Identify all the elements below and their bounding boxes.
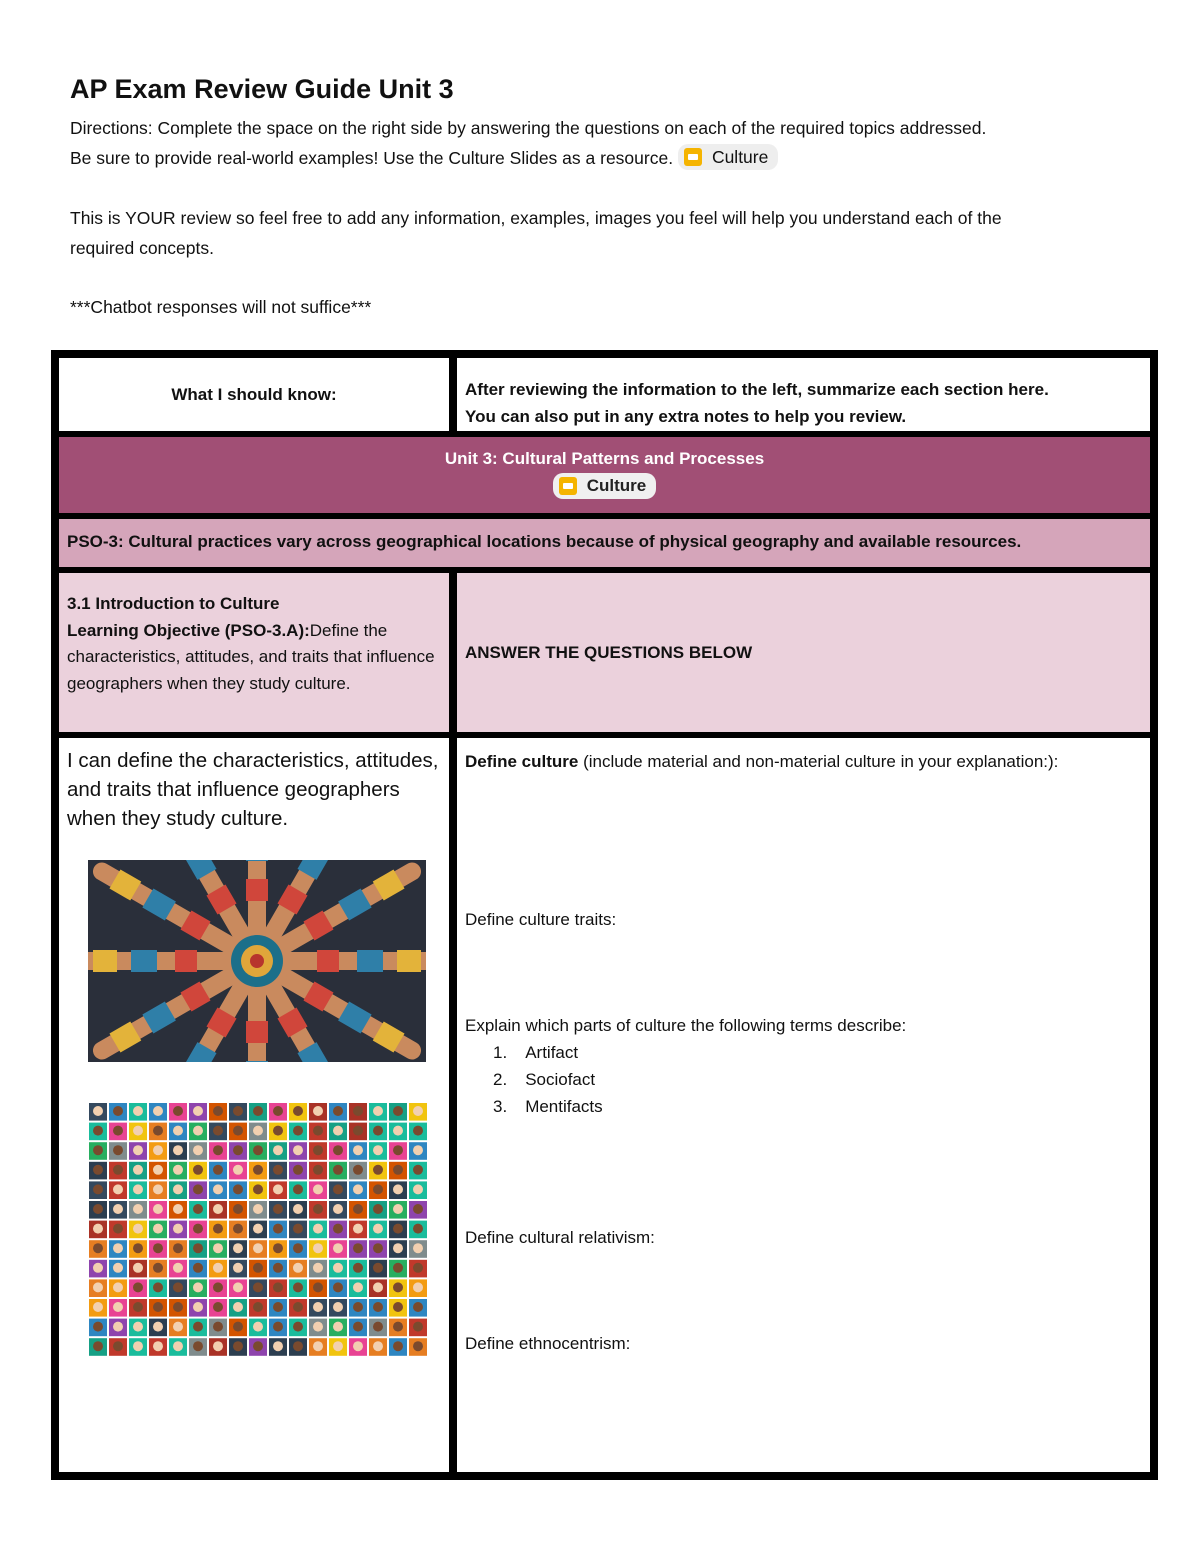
collage-face (193, 1224, 203, 1234)
collage-face (213, 1204, 223, 1214)
collage-face (393, 1322, 403, 1332)
collage-face (133, 1145, 143, 1155)
term-label: Mentifacts (525, 1097, 603, 1116)
collage-face (273, 1341, 283, 1351)
collage-face (333, 1263, 343, 1273)
collage-face (153, 1145, 163, 1155)
collage-face (133, 1106, 143, 1116)
learning-objective-text: Define the characteristics, attitudes, and traits that influence geographers when they study culture. (67, 620, 435, 693)
unit-title: Unit 3: Cultural Patterns and Processes (444, 449, 765, 468)
collage-face (353, 1126, 363, 1136)
collage-face (413, 1224, 423, 1234)
collage-face (153, 1165, 163, 1175)
collage-face (253, 1282, 263, 1292)
collage-face (333, 1126, 343, 1136)
collage-face (353, 1282, 363, 1292)
collage-face (233, 1243, 243, 1253)
collage-face (193, 1184, 203, 1194)
collage-face (153, 1204, 163, 1214)
collage-face (113, 1165, 123, 1175)
collage-face (293, 1302, 303, 1312)
collage-face (113, 1106, 123, 1116)
review-note-line-1: This is YOUR review so feel free to add any information, examples, images you feel will help you understand each of the (70, 208, 1002, 228)
collage-face (313, 1302, 323, 1312)
collage-face (213, 1243, 223, 1253)
collage-face (233, 1341, 243, 1351)
collage-face (213, 1106, 223, 1116)
collage-face (253, 1263, 263, 1273)
collage-face (193, 1302, 203, 1312)
collage-face (193, 1126, 203, 1136)
collage-face (153, 1341, 163, 1351)
collage-face (93, 1263, 103, 1273)
culture-slides-link[interactable] (678, 144, 778, 170)
collage-face (353, 1106, 363, 1116)
collage-face (93, 1243, 103, 1253)
collage-face (293, 1106, 303, 1116)
collage-face (333, 1204, 343, 1214)
collage-face (233, 1224, 243, 1234)
slides-icon (559, 477, 577, 495)
learning-objective (67, 618, 441, 698)
collage-face (293, 1282, 303, 1292)
question-culture-traits: Define culture traits: (465, 910, 617, 929)
collage-face (333, 1184, 343, 1194)
collage-face (133, 1184, 143, 1194)
term-number: 2. (493, 1070, 508, 1089)
collage-face (313, 1224, 323, 1234)
collage-face (333, 1243, 343, 1253)
term-number: 3. (493, 1097, 508, 1116)
collage-face (393, 1341, 403, 1351)
collage-face (373, 1106, 383, 1116)
collage-face (333, 1341, 343, 1351)
header-left-text: What I should know: (171, 384, 337, 404)
collage-face (133, 1302, 143, 1312)
collage-face (373, 1341, 383, 1351)
collage-face (293, 1165, 303, 1175)
collage-face (413, 1184, 423, 1194)
learning-objective-label: Learning Objective (PSO-3.A): (67, 620, 310, 640)
collage-face (213, 1282, 223, 1292)
collage-face (273, 1263, 283, 1273)
collage-face (273, 1302, 283, 1312)
collage-face (113, 1145, 123, 1155)
collage-face (313, 1204, 323, 1214)
collage-face (113, 1184, 123, 1194)
culture-slides-label: Culture (711, 147, 769, 168)
collage-face (273, 1184, 283, 1194)
collage-face (113, 1341, 123, 1351)
collage-face (293, 1243, 303, 1253)
collage-face (233, 1302, 243, 1312)
term-item (493, 1066, 603, 1093)
collage-face (313, 1282, 323, 1292)
collage-face (373, 1126, 383, 1136)
collage-face (113, 1243, 123, 1253)
header-left-cell (59, 358, 449, 431)
collage-face (193, 1204, 203, 1214)
collage-face (93, 1126, 103, 1136)
directions-line-1: Directions: Complete the space on the right side by answering the questions on each of the required topics addressed. (70, 118, 987, 138)
collage-face (233, 1145, 243, 1155)
collage-face (413, 1145, 423, 1155)
header-right-line-2: You can also put in any extra notes to help you review. (465, 407, 907, 426)
terms-list (493, 1039, 603, 1120)
collage-face (313, 1165, 323, 1175)
collage-face (413, 1302, 423, 1312)
collage-face (213, 1341, 223, 1351)
collage-face (233, 1282, 243, 1292)
collage-face (213, 1322, 223, 1332)
collage-face (333, 1302, 343, 1312)
collage-face (273, 1106, 283, 1116)
collage-face (313, 1263, 323, 1273)
collage-face (93, 1282, 103, 1292)
collage-face (273, 1204, 283, 1214)
collage-face (413, 1243, 423, 1253)
collage-face (133, 1243, 143, 1253)
collage-face (93, 1341, 103, 1351)
collage-face (333, 1224, 343, 1234)
directions-line-2: Be sure to provide real-world examples! Use the Culture Slides as a resource. (70, 148, 674, 168)
collage-face (373, 1302, 383, 1312)
review-note-line-2: required concepts. (70, 238, 214, 258)
collage-face (353, 1263, 363, 1273)
collage-face (253, 1204, 263, 1214)
collage-face (253, 1106, 263, 1116)
collage-face (173, 1302, 183, 1312)
hands-circle-illustration (88, 860, 426, 1062)
collage-face (113, 1204, 123, 1214)
unit-culture-slides-label: Culture (586, 476, 647, 495)
review-note (70, 203, 1130, 263)
collage-face (273, 1126, 283, 1136)
collage-face (293, 1224, 303, 1234)
directions (70, 113, 1130, 173)
question-define-culture-rest: (include material and non-material culture in your explanation:): (578, 752, 1059, 771)
question-cultural-relativism: Define cultural relativism: (465, 1228, 655, 1247)
collage-face (273, 1282, 283, 1292)
chatbot-note: ***Chatbot responses will not suffice*** (70, 297, 372, 317)
slides-icon (684, 148, 702, 166)
collage-face (173, 1106, 183, 1116)
collage-face (393, 1263, 403, 1273)
collage-face (133, 1126, 143, 1136)
collage-face (353, 1184, 363, 1194)
collage-face (313, 1145, 323, 1155)
collage-face (93, 1204, 103, 1214)
collage-face (173, 1145, 183, 1155)
collage-face (213, 1184, 223, 1194)
portrait-collage-illustration (88, 1102, 430, 1358)
collage-face (253, 1302, 263, 1312)
collage-face (293, 1184, 303, 1194)
term-item (493, 1039, 603, 1066)
collage-face (413, 1106, 423, 1116)
collage-face (393, 1165, 403, 1175)
question-ethnocentrism: Define ethnocentrism: (465, 1334, 631, 1353)
main-left-cell (59, 738, 449, 1472)
collage-face (373, 1322, 383, 1332)
collage-face (133, 1341, 143, 1351)
collage-face (153, 1184, 163, 1194)
collage-face (253, 1126, 263, 1136)
collage-face (113, 1224, 123, 1234)
collage-face (333, 1106, 343, 1116)
collage-face (173, 1126, 183, 1136)
collage-face (253, 1165, 263, 1175)
collage-face (333, 1145, 343, 1155)
main-right-cell (457, 738, 1150, 1472)
collage-face (293, 1145, 303, 1155)
collage-face (413, 1322, 423, 1332)
collage-face (173, 1165, 183, 1175)
collage-face (353, 1145, 363, 1155)
collage-face (253, 1322, 263, 1332)
collage-face (253, 1341, 263, 1351)
collage-face (313, 1322, 323, 1332)
question-explain-terms: Explain which parts of culture the following terms describe: (465, 1016, 907, 1035)
collage-face (293, 1126, 303, 1136)
collage-face (153, 1224, 163, 1234)
collage-face (253, 1243, 263, 1253)
collage-face (413, 1165, 423, 1175)
collage-face (153, 1126, 163, 1136)
collage-face (133, 1204, 143, 1214)
collage-face (93, 1224, 103, 1234)
collage-face (313, 1341, 323, 1351)
collage-face (353, 1224, 363, 1234)
collage-face (273, 1243, 283, 1253)
collage-face (233, 1165, 243, 1175)
hands-circle-image (88, 860, 426, 1062)
question-define-culture (465, 748, 1105, 775)
collage-face (393, 1243, 403, 1253)
collage-face (233, 1126, 243, 1136)
collage-face (193, 1341, 203, 1351)
topic-right-cell (457, 573, 1150, 732)
collage-face (173, 1184, 183, 1194)
document-title: AP Exam Review Guide Unit 3 (70, 74, 454, 104)
unit-title-row (59, 437, 1150, 513)
collage-face (293, 1341, 303, 1351)
collage-face (253, 1224, 263, 1234)
collage-face (133, 1282, 143, 1292)
collage-face (293, 1204, 303, 1214)
collage-face (213, 1263, 223, 1273)
term-item (493, 1093, 603, 1120)
collage-face (393, 1126, 403, 1136)
collage-face (153, 1302, 163, 1312)
collage-face (353, 1165, 363, 1175)
collage-face (233, 1106, 243, 1116)
collage-face (273, 1145, 283, 1155)
collage-face (413, 1126, 423, 1136)
collage-face (393, 1302, 403, 1312)
collage-face (293, 1322, 303, 1332)
collage-face (353, 1302, 363, 1312)
collage-face (313, 1243, 323, 1253)
collage-face (413, 1341, 423, 1351)
collage-face (173, 1282, 183, 1292)
collage-face (193, 1322, 203, 1332)
collage-face (233, 1322, 243, 1332)
collage-face (333, 1322, 343, 1332)
collage-face (393, 1282, 403, 1292)
term-number: 1. (493, 1043, 508, 1062)
collage-face (113, 1263, 123, 1273)
collage-face (113, 1282, 123, 1292)
collage-face (353, 1204, 363, 1214)
topic-left-cell (59, 573, 449, 732)
collage-face (213, 1224, 223, 1234)
collage-face (153, 1282, 163, 1292)
term-label: Artifact (525, 1043, 579, 1062)
review-table (51, 350, 1158, 1480)
collage-face (373, 1204, 383, 1214)
collage-face (413, 1204, 423, 1214)
collage-face (373, 1224, 383, 1234)
collage-face (173, 1341, 183, 1351)
collage-face (193, 1165, 203, 1175)
question-define-culture-bold: Define culture (465, 752, 579, 771)
collage-face (133, 1224, 143, 1234)
header-right-cell (457, 358, 1150, 431)
collage-face (273, 1224, 283, 1234)
topic-heading: 3.1 Introduction to Culture (67, 594, 280, 613)
collage-face (373, 1145, 383, 1155)
collage-face (393, 1145, 403, 1155)
collage-face (213, 1126, 223, 1136)
collage-face (373, 1282, 383, 1292)
collage-face (133, 1165, 143, 1175)
unit-culture-slides-link[interactable] (553, 473, 657, 499)
collage-face (413, 1282, 423, 1292)
collage-face (393, 1204, 403, 1214)
collage-face (213, 1165, 223, 1175)
collage-face (93, 1145, 103, 1155)
collage-face (273, 1322, 283, 1332)
collage-face (393, 1224, 403, 1234)
collage-face (293, 1263, 303, 1273)
collage-face (353, 1322, 363, 1332)
collage-face (393, 1184, 403, 1194)
collage-face (113, 1302, 123, 1312)
pso-row: PSO-3: Cultural practices vary across geographical locations because of physical geography and available resources. (59, 519, 1150, 567)
collage-face (413, 1263, 423, 1273)
collage-face (273, 1165, 283, 1175)
portrait-collage-image (88, 1102, 430, 1358)
collage-face (213, 1302, 223, 1312)
collage-face (353, 1243, 363, 1253)
collage-face (113, 1126, 123, 1136)
collage-face (153, 1322, 163, 1332)
collage-face (253, 1184, 263, 1194)
header-right-line-1: After reviewing the information to the left, summarize each section here. (465, 380, 1049, 399)
i-can-statement: I can define the characteristics, attitudes, and traits that influence geographers when they study culture. (67, 749, 439, 830)
collage-face (393, 1106, 403, 1116)
collage-face (193, 1282, 203, 1292)
collage-face (133, 1263, 143, 1273)
collage-face (193, 1263, 203, 1273)
term-label: Sociofact (525, 1070, 596, 1089)
collage-face (173, 1322, 183, 1332)
collage-face (233, 1204, 243, 1214)
collage-face (313, 1184, 323, 1194)
collage-face (153, 1243, 163, 1253)
collage-face (253, 1145, 263, 1155)
collage-face (373, 1184, 383, 1194)
collage-face (373, 1165, 383, 1175)
collage-face (233, 1184, 243, 1194)
collage-face (373, 1263, 383, 1273)
collage-face (173, 1243, 183, 1253)
collage-face (193, 1106, 203, 1116)
collage-face (153, 1263, 163, 1273)
collage-face (333, 1282, 343, 1292)
collage-face (113, 1322, 123, 1332)
collage-face (153, 1106, 163, 1116)
answer-prompt: ANSWER THE QUESTIONS BELOW (465, 642, 753, 662)
collage-face (173, 1263, 183, 1273)
collage-face (193, 1243, 203, 1253)
collage-face (313, 1106, 323, 1116)
collage-face (93, 1106, 103, 1116)
collage-face (93, 1322, 103, 1332)
collage-face (93, 1184, 103, 1194)
collage-face (173, 1224, 183, 1234)
collage-face (93, 1302, 103, 1312)
collage-face (353, 1341, 363, 1351)
collage-face (373, 1243, 383, 1253)
collage-face (93, 1165, 103, 1175)
collage-face (313, 1126, 323, 1136)
collage-face (193, 1145, 203, 1155)
collage-face (333, 1165, 343, 1175)
collage-face (213, 1145, 223, 1155)
collage-face (173, 1204, 183, 1214)
collage-face (233, 1263, 243, 1273)
collage-face (133, 1322, 143, 1332)
